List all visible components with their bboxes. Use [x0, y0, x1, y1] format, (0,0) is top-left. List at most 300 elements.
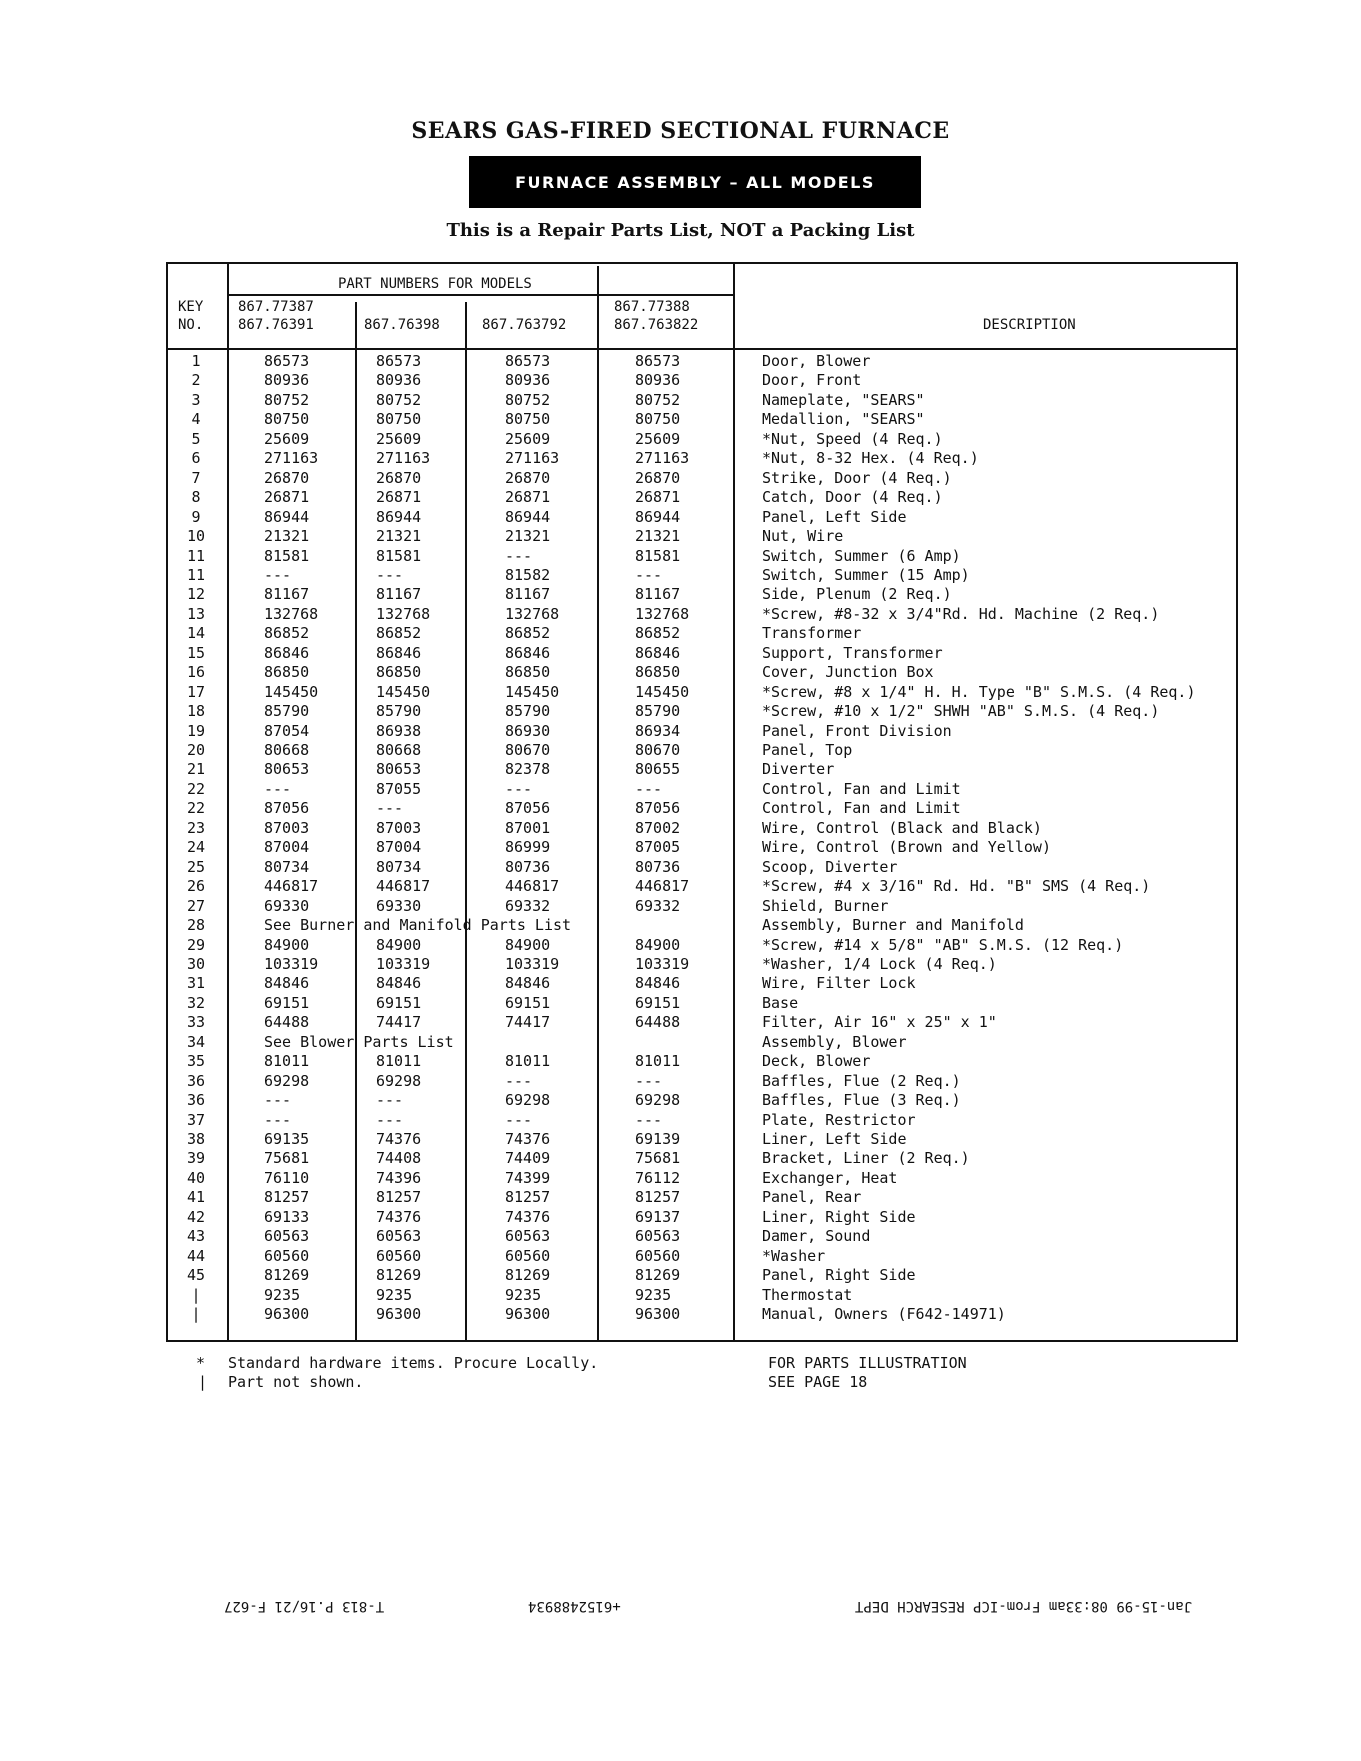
part-cell-model-2: --- — [376, 1110, 404, 1129]
table-row — [168, 1091, 1236, 1110]
key-cell: 16 — [186, 663, 206, 682]
key-cell: 41 — [186, 1188, 206, 1207]
part-cell-model-1: 80668 — [264, 741, 310, 759]
description-cell: *Washer — [762, 1246, 826, 1265]
table-row — [168, 799, 1236, 818]
description-cell: Assembly, Burner and Manifold — [762, 916, 1024, 935]
part-cell-model-4: 81257 — [635, 1188, 681, 1207]
table-row — [168, 1208, 1236, 1227]
part-cell-model-1: 60560 — [264, 1246, 310, 1265]
part-cell-model-1: 86852 — [264, 624, 310, 643]
model-header-1-bottom: 867.76391 — [238, 317, 314, 333]
part-cell-model-4: 69298 — [635, 1091, 681, 1110]
table-row — [168, 1188, 1236, 1207]
part-cell-model-2: 81269 — [376, 1266, 422, 1285]
group-header-rule — [227, 294, 733, 296]
description-cell: Panel, Front Division — [762, 721, 952, 740]
parts-table — [166, 262, 1238, 1342]
table-row — [168, 974, 1236, 993]
part-cell-model-4: 145450 — [635, 682, 690, 701]
part-cell-model-2: 81257 — [376, 1188, 422, 1207]
key-cell: 32 — [186, 993, 206, 1012]
table-row — [168, 760, 1236, 779]
part-cell-model-3: 69332 — [505, 896, 551, 915]
description-cell: *Screw, #8 x 1/4" H. H. Type "B" S.M.S. (4 Req.) — [762, 682, 1196, 701]
table-row — [168, 955, 1236, 974]
part-cell-model-2: 25609 — [376, 429, 422, 448]
part-cell-model-4: 81011 — [635, 1052, 681, 1071]
part-cell-model-2: 132768 — [376, 604, 431, 623]
note-bar-symbol: | — [198, 1373, 208, 1391]
part-cell-model-4: --- — [635, 1071, 663, 1090]
description-cell: Base — [762, 993, 799, 1012]
part-cell-model-2: 74408 — [376, 1149, 422, 1168]
key-cell: 23 — [186, 818, 206, 837]
part-cell-model-4: 86573 — [635, 352, 681, 370]
note-illustration-2: SEE PAGE 18 — [768, 1373, 868, 1391]
part-cell-model-4: 80752 — [635, 390, 681, 409]
part-cell-model-3: 69151 — [505, 993, 551, 1012]
part-cell-model-1: --- — [264, 565, 292, 584]
model-header-2-bottom: 867.76398 — [364, 317, 440, 333]
part-cell-model-2: 81167 — [376, 585, 422, 604]
part-cell-model-1: 446817 — [264, 877, 319, 896]
part-cell-model-2: 74417 — [376, 1013, 422, 1032]
key-cell: 12 — [186, 585, 206, 604]
part-cell-model-3: 74417 — [505, 1013, 551, 1032]
description-cell: Liner, Right Side — [762, 1207, 916, 1226]
part-cell-model-1: 75681 — [264, 1149, 310, 1168]
part-cell-model-4: 271163 — [635, 449, 690, 468]
part-cell-model-3: 132768 — [505, 604, 560, 623]
key-cell: 1 — [191, 352, 201, 370]
section-banner: FURNACE ASSEMBLY – ALL MODELS — [469, 156, 921, 208]
part-cell-model-1: 64488 — [264, 1013, 310, 1032]
part-cell-model-3: 74399 — [505, 1168, 551, 1187]
part-cell-model-2: 74376 — [376, 1130, 422, 1148]
part-cell-model-4: 446817 — [635, 877, 690, 896]
part-cell-model-4: 86846 — [635, 643, 681, 662]
key-cell: 4 — [191, 410, 201, 429]
description-cell: Strike, Door (4 Req.) — [762, 468, 952, 487]
table-row — [168, 1111, 1236, 1130]
part-cell-model-2: 80653 — [376, 760, 422, 779]
description-cell: Wire, Control (Black and Black) — [762, 818, 1042, 837]
table-row — [168, 585, 1236, 604]
key-cell: 19 — [186, 721, 206, 740]
description-cell: Control, Fan and Limit — [762, 799, 961, 818]
part-cell-model-1: --- — [264, 779, 292, 798]
description-cell: Panel, Top — [762, 741, 853, 759]
part-cell-model-2: 60560 — [376, 1246, 422, 1265]
key-cell: 26 — [186, 877, 206, 896]
part-cell-model-4: 21321 — [635, 527, 681, 546]
key-cell: 11 — [186, 546, 206, 565]
key-cell: 36 — [186, 1071, 206, 1090]
description-cell: *Nut, Speed (4 Req.) — [762, 429, 943, 448]
part-cell-model-4: 86934 — [635, 721, 681, 740]
key-cell: 43 — [186, 1227, 206, 1246]
table-row — [168, 994, 1236, 1013]
part-cell-model-2: 60563 — [376, 1227, 422, 1246]
part-cell-model-1: 80936 — [264, 371, 310, 390]
part-cell-model-2: 86938 — [376, 721, 422, 740]
table-row — [168, 371, 1236, 390]
part-cell-model-2: 21321 — [376, 527, 422, 546]
part-cell-model-1: 132768 — [264, 604, 319, 623]
part-cell-model-1: 69330 — [264, 896, 310, 915]
description-cell: Plate, Restrictor — [762, 1110, 916, 1129]
part-cell-model-2: 74396 — [376, 1168, 422, 1187]
part-cell-model-2: 86846 — [376, 643, 422, 662]
part-cell-model-1: 103319 — [264, 954, 319, 973]
header-rule — [168, 348, 1236, 350]
key-cell: 24 — [186, 838, 206, 857]
part-cell-model-3: 446817 — [505, 877, 560, 896]
description-cell: Deck, Blower — [762, 1052, 871, 1071]
table-row — [168, 527, 1236, 546]
part-cell-model-3: 81011 — [505, 1052, 551, 1071]
part-cell-model-3: 26870 — [505, 468, 551, 487]
part-cell-model-1: 271163 — [264, 449, 319, 468]
part-cell-model-2: 84900 — [376, 935, 422, 954]
part-cell-model-1: 69135 — [264, 1130, 310, 1148]
part-cell-model-4: 80670 — [635, 741, 681, 759]
table-row — [168, 838, 1236, 857]
part-cell-model-2: 85790 — [376, 702, 422, 721]
part-cell-model-3: 74409 — [505, 1149, 551, 1168]
part-cell-model-3: 81257 — [505, 1188, 551, 1207]
part-cell-model-3: 87056 — [505, 799, 551, 818]
part-cell-model-3: 271163 — [505, 449, 560, 468]
part-cell-model-4: 81167 — [635, 585, 681, 604]
part-cell-model-4: 86850 — [635, 663, 681, 682]
description-cell: Panel, Left Side — [762, 507, 907, 526]
table-row — [168, 877, 1236, 896]
part-cell-model-3: 86573 — [505, 352, 551, 370]
description-cell: Assembly, Blower — [762, 1032, 907, 1051]
part-cell-model-1: 69133 — [264, 1207, 310, 1226]
part-cell-model-2: 81581 — [376, 546, 422, 565]
part-cell-model-1: 81167 — [264, 585, 310, 604]
key-cell: 40 — [186, 1168, 206, 1187]
part-cell-model-4: 60560 — [635, 1246, 681, 1265]
part-cell-model-4: 87056 — [635, 799, 681, 818]
part-cell-model-3: --- — [505, 779, 533, 798]
part-cell-model-4: 64488 — [635, 1013, 681, 1032]
group-header: PART NUMBERS FOR MODELS — [338, 276, 532, 292]
part-cell-model-3: 80752 — [505, 390, 551, 409]
table-row — [168, 916, 1236, 935]
part-cell-model-4: 86852 — [635, 624, 681, 643]
part-cell-model-4: 103319 — [635, 954, 690, 973]
description-cell: Door, Blower — [762, 352, 871, 370]
part-cell-model-2: --- — [376, 565, 404, 584]
part-cell-model-2: 69151 — [376, 993, 422, 1012]
part-cell-model-2: 80668 — [376, 741, 422, 759]
description-cell: *Screw, #8-32 x 3/4"Rd. Hd. Machine (2 Req.) — [762, 604, 1160, 623]
part-cell-model-3: 85790 — [505, 702, 551, 721]
part-cell-model-2: 86850 — [376, 663, 422, 682]
part-cell-model-3: 145450 — [505, 682, 560, 701]
part-cell-model-4: 87002 — [635, 818, 681, 837]
key-cell: 15 — [186, 643, 206, 662]
part-cell-model-2: 81011 — [376, 1052, 422, 1071]
part-cell-model-2: 96300 — [376, 1305, 422, 1324]
table-row — [168, 936, 1236, 955]
part-cell-model-2: 446817 — [376, 877, 431, 896]
table-row — [168, 722, 1236, 741]
part-cell-model-4: 81269 — [635, 1266, 681, 1285]
part-cell-model-3: 86930 — [505, 721, 551, 740]
part-cell-model-3: 26871 — [505, 488, 551, 507]
part-cell-model-1: 80750 — [264, 410, 310, 429]
key-cell: | — [191, 1285, 201, 1304]
part-cell-model-3: 60563 — [505, 1227, 551, 1246]
key-cell: 34 — [186, 1032, 206, 1051]
note-star-text: Standard hardware items. Procure Locally. — [228, 1354, 599, 1372]
table-row — [168, 508, 1236, 527]
part-cell-model-1: 25609 — [264, 429, 310, 448]
description-cell: *Screw, #10 x 1/2" SHWH "AB" S.M.S. (4 Req.) — [762, 702, 1160, 721]
part-cell-model-4: 87005 — [635, 838, 681, 857]
key-cell: 13 — [186, 604, 206, 623]
part-cell-model-4: 25609 — [635, 429, 681, 448]
table-row — [168, 683, 1236, 702]
key-cell: 30 — [186, 954, 206, 973]
key-cell: 3 — [191, 390, 201, 409]
description-cell: Filter, Air 16" x 25" x 1" — [762, 1013, 997, 1032]
part-cell-model-3: --- — [505, 1071, 533, 1090]
part-cell-model-4: --- — [635, 779, 663, 798]
model-header-1-top: 867.77387 — [238, 299, 314, 315]
key-cell: 2 — [191, 371, 201, 390]
key-cell: 33 — [186, 1013, 206, 1032]
part-cell-model-4: 80655 — [635, 760, 681, 779]
description-cell: Baffles, Flue (3 Req.) — [762, 1091, 961, 1110]
key-cell: 22 — [186, 779, 206, 798]
description-cell: *Screw, #14 x 5/8" "AB" S.M.S. (12 Req.) — [762, 935, 1124, 954]
note-bar-text: Part not shown. — [228, 1373, 364, 1391]
table-row — [168, 1052, 1236, 1071]
table-row — [168, 897, 1236, 916]
part-cell-model-3: 87001 — [505, 818, 551, 837]
part-cell-model-1: 87054 — [264, 721, 310, 740]
fax-header-left: T-813 P.16/21 F-627 — [224, 1598, 385, 1614]
part-cell-model-3: 86944 — [505, 507, 551, 526]
model-header-4-top: 867.77388 — [614, 299, 690, 315]
part-cell-model-4: 75681 — [635, 1149, 681, 1168]
model-header-4-bottom: 867.763822 — [614, 317, 699, 333]
part-cell-model-1: 26870 — [264, 468, 310, 487]
description-cell: Baffles, Flue (2 Req.) — [762, 1071, 961, 1090]
part-cell-model-4: 80936 — [635, 371, 681, 390]
part-cell-model-1: 87004 — [264, 838, 310, 857]
part-cell-model-4: 69151 — [635, 993, 681, 1012]
table-row — [168, 663, 1236, 682]
part-cell-model-3: 81167 — [505, 585, 551, 604]
key-cell: 27 — [186, 896, 206, 915]
part-cell-model-4: 9235 — [635, 1285, 672, 1304]
description-cell: Damer, Sound — [762, 1227, 871, 1246]
part-cell-model-2: 80936 — [376, 371, 422, 390]
part-cell-model-2: 145450 — [376, 682, 431, 701]
note-illustration-1: FOR PARTS ILLUSTRATION — [768, 1354, 967, 1372]
part-cell-model-1: 80653 — [264, 760, 310, 779]
key-cell: 6 — [191, 449, 201, 468]
table-row — [168, 1227, 1236, 1246]
description-cell: Side, Plenum (2 Req.) — [762, 585, 952, 604]
part-cell-model-2: --- — [376, 799, 404, 818]
part-cell-model-3: 84846 — [505, 974, 551, 993]
key-header-2: NO. — [178, 317, 204, 333]
description-cell: Diverter — [762, 760, 835, 779]
part-cell-model-2: 69330 — [376, 896, 422, 915]
table-row — [168, 1130, 1236, 1149]
part-cell-model-1: 86850 — [264, 663, 310, 682]
description-cell: *Washer, 1/4 Lock (4 Req.) — [762, 954, 997, 973]
description-cell: *Nut, 8-32 Hex. (4 Req.) — [762, 449, 979, 468]
part-cell-model-3: 81269 — [505, 1266, 551, 1285]
description-cell: Nameplate, "SEARS" — [762, 390, 925, 409]
part-cell-model-4: 96300 — [635, 1305, 681, 1324]
table-row — [168, 1266, 1236, 1285]
part-cell-model-2: 69298 — [376, 1071, 422, 1090]
part-cell-model-3: 74376 — [505, 1130, 551, 1148]
part-cell-model-3: 80936 — [505, 371, 551, 390]
table-row — [168, 547, 1236, 566]
part-cell-model-2: 80752 — [376, 390, 422, 409]
description-cell: Thermostat — [762, 1285, 853, 1304]
description-cell: Exchanger, Heat — [762, 1168, 898, 1187]
description-header: DESCRIPTION — [983, 317, 1076, 333]
part-cell-model-4: --- — [635, 565, 663, 584]
part-cell-model-1: 86846 — [264, 643, 310, 662]
table-row — [168, 819, 1236, 838]
part-cell-model-3: 86852 — [505, 624, 551, 643]
key-cell: 35 — [186, 1052, 206, 1071]
key-cell: 18 — [186, 702, 206, 721]
model-header-3-bottom: 867.763792 — [482, 317, 567, 333]
description-cell: Panel, Rear — [762, 1188, 862, 1207]
part-cell-model-1: 80752 — [264, 390, 310, 409]
description-cell: Nut, Wire — [762, 527, 844, 546]
part-cell-model-3: --- — [505, 546, 533, 565]
key-cell: 31 — [186, 974, 206, 993]
part-cell-model-1: 81257 — [264, 1188, 310, 1207]
part-cell-model-3: 9235 — [505, 1285, 542, 1304]
part-cell-model-1: 81581 — [264, 546, 310, 565]
table-row — [168, 488, 1236, 507]
part-cell-model-1: 81269 — [264, 1266, 310, 1285]
part-cell-model-1: 87003 — [264, 818, 310, 837]
part-cell-model-1: 81011 — [264, 1052, 310, 1071]
table-row — [168, 702, 1236, 721]
part-cell-model-1: 145450 — [264, 682, 319, 701]
description-cell: Cover, Junction Box — [762, 663, 934, 682]
part-cell-model-2: 271163 — [376, 449, 431, 468]
table-row — [168, 741, 1236, 760]
part-cell-model-1: 69151 — [264, 993, 310, 1012]
part-cell-model-1: 9235 — [264, 1285, 301, 1304]
part-cell-model-3: --- — [505, 1110, 533, 1129]
description-cell: *Screw, #4 x 3/16" Rd. Hd. "B" SMS (4 Req.) — [762, 877, 1151, 896]
description-cell: Control, Fan and Limit — [762, 779, 961, 798]
part-cell-model-3: 21321 — [505, 527, 551, 546]
part-cell-model-1: 21321 — [264, 527, 310, 546]
part-cell-model-1: 26871 — [264, 488, 310, 507]
key-header-1: KEY — [178, 299, 204, 315]
part-cell-model-4: --- — [635, 1110, 663, 1129]
table-row — [168, 1286, 1236, 1305]
part-cell-model-4: 81581 — [635, 546, 681, 565]
part-cell-model-4: 69139 — [635, 1130, 681, 1148]
part-cell-model-4: 80736 — [635, 857, 681, 876]
part-cell-model-1: 80734 — [264, 857, 310, 876]
key-cell: 37 — [186, 1110, 206, 1129]
part-cell-model-2: 9235 — [376, 1285, 413, 1304]
table-row — [168, 566, 1236, 585]
part-cell-model-3: 84900 — [505, 935, 551, 954]
table-row — [168, 780, 1236, 799]
table-row — [168, 858, 1236, 877]
part-cell-model-2: 103319 — [376, 954, 431, 973]
table-row — [168, 469, 1236, 488]
part-cell-model-3: 74376 — [505, 1207, 551, 1226]
key-cell: 45 — [186, 1266, 206, 1285]
part-cell-model-2: 86852 — [376, 624, 422, 643]
key-cell: 42 — [186, 1207, 206, 1226]
part-cell-model-1: See Blower Parts List — [264, 1032, 454, 1051]
key-cell: 17 — [186, 682, 206, 701]
part-cell-model-1: 60563 — [264, 1227, 310, 1246]
part-cell-model-2: 86573 — [376, 352, 422, 370]
part-cell-model-1: 84900 — [264, 935, 310, 954]
part-cell-model-4: 26871 — [635, 488, 681, 507]
part-cell-model-4: 69332 — [635, 896, 681, 915]
part-cell-model-3: 96300 — [505, 1305, 551, 1324]
part-cell-model-2: 84846 — [376, 974, 422, 993]
table-row — [168, 1013, 1236, 1032]
part-cell-model-3: 86850 — [505, 663, 551, 682]
part-cell-model-3: 69298 — [505, 1091, 551, 1110]
part-cell-model-1: 69298 — [264, 1071, 310, 1090]
part-cell-model-3: 80670 — [505, 741, 551, 759]
page-title: SEARS GAS-FIRED SECTIONAL FURNACE — [411, 118, 950, 144]
key-cell: 8 — [191, 488, 201, 507]
description-cell: Transformer — [762, 624, 862, 643]
description-cell: Switch, Summer (15 Amp) — [762, 565, 970, 584]
part-cell-model-1: 96300 — [264, 1305, 310, 1324]
description-cell: Scoop, Diverter — [762, 857, 898, 876]
key-cell: 36 — [186, 1091, 206, 1110]
description-cell: Switch, Summer (6 Amp) — [762, 546, 961, 565]
description-cell: Wire, Filter Lock — [762, 974, 916, 993]
table-row — [168, 624, 1236, 643]
description-cell: Support, Transformer — [762, 643, 943, 662]
part-cell-model-4: 132768 — [635, 604, 690, 623]
key-cell: 22 — [186, 799, 206, 818]
part-cell-model-4: 86944 — [635, 507, 681, 526]
part-cell-model-1: 76110 — [264, 1168, 310, 1187]
page-subtitle: This is a Repair Parts List, NOT a Packing List — [446, 220, 915, 241]
part-cell-model-4: 60563 — [635, 1227, 681, 1246]
table-row — [168, 1033, 1236, 1052]
table-row — [168, 1149, 1236, 1168]
table-row — [168, 1305, 1236, 1324]
description-cell: Shield, Burner — [762, 896, 889, 915]
part-cell-model-4: 84900 — [635, 935, 681, 954]
